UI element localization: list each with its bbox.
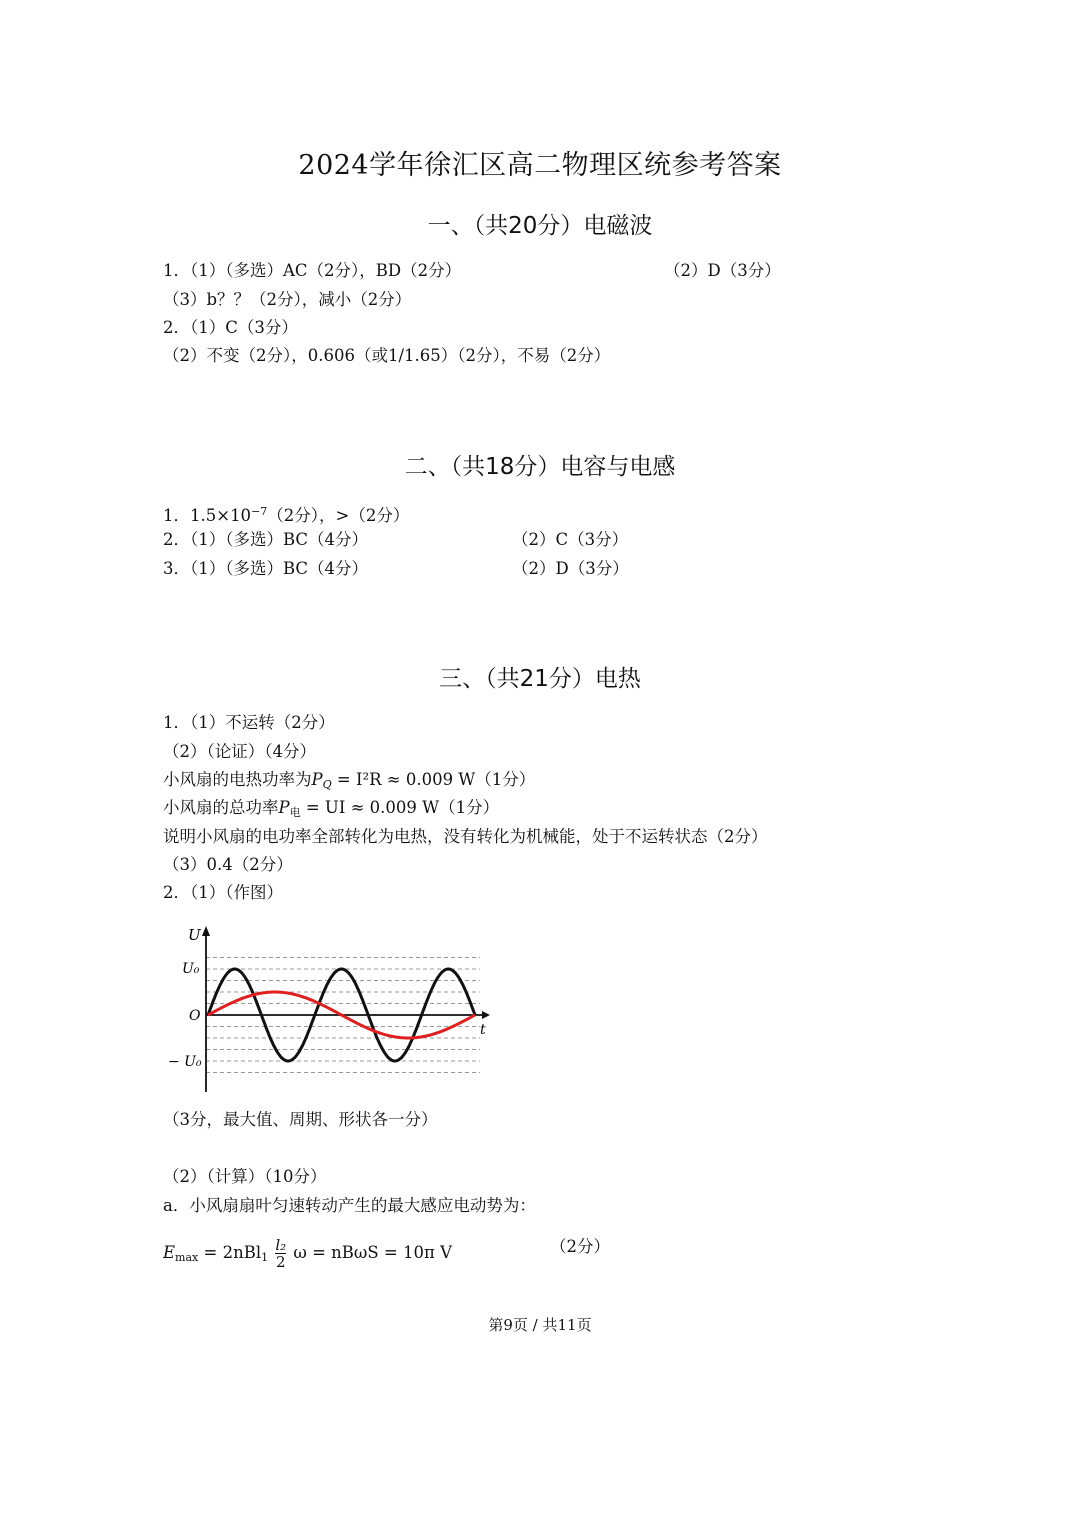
eq-E: E — [163, 1243, 176, 1262]
section-3-heading: 三、（共21分）电热 — [439, 666, 641, 692]
s3-line-3-text: 小风扇的电热功率为 — [163, 770, 312, 789]
s2-line-1-post: （2分），>（2分） — [267, 506, 410, 525]
s3-line-2: （2）（论证）（4分） — [163, 742, 316, 761]
s3-line-6: （3）0.4（2分） — [163, 855, 293, 874]
s3-line-1: 1．（1）不运转（2分） — [163, 713, 335, 732]
s3-line-4-P: P — [278, 798, 290, 817]
s2-line-3b: （2）D（3分） — [512, 559, 629, 578]
eq-numerator: l₂ — [275, 1236, 287, 1254]
y-axis-arrow — [202, 926, 210, 936]
s1-line-4: （2）不变（2分），0.606（或1/1.65）（2分），不易（2分） — [163, 346, 611, 365]
s3-line-4-text: 小风扇的总功率 — [163, 798, 279, 817]
graph-score-note: （3分，最大值、周期、形状各一分） — [163, 1110, 438, 1129]
eq-mid: = 2nBl — [198, 1243, 262, 1262]
page-footer: 第9页 / 共11页 — [488, 1316, 592, 1334]
s3-line-5: 说明小风扇的电功率全部转化为电热，没有转化为机械能，处于不运转状态（2分） — [163, 827, 768, 846]
s2-line-3a: 3．（1）（多选）BC（4分） — [163, 559, 369, 578]
eq-denominator: 2 — [275, 1253, 286, 1271]
tick-label-origin: O — [189, 1008, 201, 1024]
x-axis-label: t — [480, 1022, 486, 1038]
s3-line-3 — [163, 770, 535, 795]
s3-line-3-rest: = I²R ≈ 0.009 W（1分） — [331, 770, 536, 789]
s2-line-1 — [163, 502, 409, 526]
tick-label-neg-u0: − U₀ — [168, 1054, 202, 1070]
voltage-waveform-chart — [160, 920, 500, 1095]
eq-score: （2分） — [550, 1237, 610, 1256]
s3-line-4-rest: = UI ≈ 0.009 W（1分） — [300, 798, 500, 817]
s2-line-2a: 2．（1）（多选）BC（4分） — [163, 530, 369, 549]
s3-line-3-sub: Q — [322, 778, 332, 791]
section-1-heading: 一、（共20分）电磁波 — [427, 213, 653, 239]
emf-equation — [163, 1237, 452, 1270]
section-2-heading: 二、（共18分）电容与电感 — [404, 454, 676, 480]
s3-line-4 — [163, 798, 499, 823]
y-axis-label: U — [188, 926, 201, 944]
s1-line-2: （3）b？？（2分），减小（2分） — [163, 290, 412, 309]
s3-line-9: a．小风扇扇叶匀速转动产生的最大感应电动势为： — [163, 1196, 536, 1215]
s3-line-8: （2）（计算）（10分） — [163, 1167, 327, 1186]
s1-line-3: 2．（1）C（3分） — [163, 318, 298, 337]
s3-line-3-P: P — [311, 770, 323, 789]
s1-line-1b: （2）D（3分） — [664, 261, 781, 280]
s2-line-2b: （2）C（3分） — [512, 530, 629, 549]
s3-line-4-sub: 电 — [289, 806, 301, 819]
eq-rest: ω = nBωS = 10π V — [288, 1243, 452, 1262]
s2-line-1-exp: −7 — [251, 505, 268, 518]
tick-label-u0: U₀ — [182, 961, 200, 977]
eq-l1-sub: 1 — [261, 1251, 269, 1264]
eq-fraction — [275, 1237, 286, 1270]
s2-line-1-pre: 1．1.5×10 — [163, 506, 252, 525]
x-axis-arrow — [482, 1011, 490, 1019]
s3-line-7: 2．（1）（作图） — [163, 883, 283, 902]
page-title: 2024学年徐汇区高二物理区统参考答案 — [298, 150, 782, 181]
eq-E-sub: max — [175, 1251, 199, 1264]
s1-line-1a: 1．（1）（多选）AC（2分），BD（2分） — [163, 261, 462, 280]
